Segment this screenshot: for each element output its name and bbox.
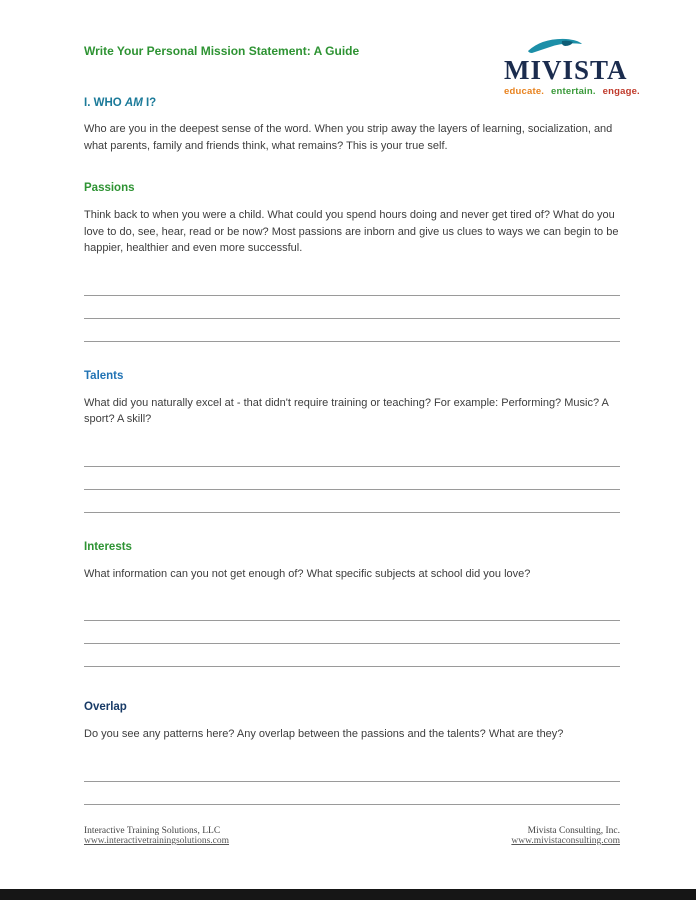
writing-line: [84, 467, 620, 490]
writing-lines-interests: [84, 598, 620, 667]
footer-left-company: Interactive Training Solutions, LLC: [84, 826, 221, 836]
writing-line: [84, 319, 620, 342]
intro-paragraph: Who are you in the deepest sense of the word. When you strip away the layers of learning, socialization, and what parents, family and friends think, what remains? This is your true self.: [84, 123, 613, 152]
who-heading-prefix: I. WHO: [84, 97, 125, 110]
writing-line: [84, 490, 620, 513]
writing-line: [84, 273, 620, 296]
who-heading-italic: AM: [124, 97, 143, 110]
writing-lines-overlap: [84, 759, 620, 805]
section-heading-who-am-i: [84, 97, 620, 109]
section-who-am-i: [84, 97, 620, 154]
who-heading-suffix: I?: [142, 97, 157, 110]
section-passions: [84, 182, 620, 342]
logo-tagline: [504, 86, 654, 97]
writing-line: [84, 598, 620, 621]
section-heading-overlap: Overlap: [84, 701, 127, 714]
writing-line: [84, 296, 620, 319]
header: [84, 36, 654, 97]
writing-line: [84, 759, 620, 782]
writing-line: [84, 444, 620, 467]
section-heading-talents: Talents: [84, 369, 124, 382]
writing-line: [84, 782, 620, 805]
tagline-educate: educate.: [504, 86, 547, 98]
footer-left-link[interactable]: www.interactivetrainingsolutions.com: [84, 836, 230, 846]
section-talents: [84, 370, 620, 513]
writing-lines-passions: [84, 273, 620, 342]
writing-lines-talents: [84, 444, 620, 513]
footer-right-link[interactable]: www.mivistaconsulting.com: [511, 836, 620, 846]
section-interests: [84, 541, 620, 668]
bottom-edge-bar: [0, 889, 696, 900]
footer-left: [84, 826, 229, 846]
mivista-logo: [504, 36, 654, 97]
page-title: Write Your Personal Mission Statement: A Guide: [84, 44, 360, 58]
section-heading-interests: Interests: [84, 540, 132, 553]
section-heading-passions: Passions: [84, 182, 135, 195]
section-paragraph-overlap: Do you see any patterns here? Any overlap between the passions and the talents? What are they?: [84, 728, 564, 741]
writing-line: [84, 621, 620, 644]
tagline-engage: engage.: [602, 86, 640, 98]
footer-right: [511, 826, 620, 846]
writing-line: [84, 644, 620, 667]
logo-wordmark: MIVISTA: [504, 55, 628, 85]
section-paragraph-passions: Think back to when you were a child. What could you spend hours doing and never get tired of? What do you love to do, see, hear, read or be now? Most passions are inborn and give us clues to ways we can begin to be happier, healthier and even more successful.: [84, 209, 619, 255]
logo-swoosh-icon: [526, 36, 584, 56]
section-paragraph-talents: What did you naturally excel at - that didn't require training or teaching? For example: Performing? Music? A sport? A skill?: [84, 396, 609, 426]
tagline-entertain: entertain.: [550, 86, 599, 98]
footer-right-company: Mivista Consulting, Inc.: [527, 826, 620, 836]
section-paragraph-interests: What information can you not get enough of? What specific subjects at school did you love?: [84, 567, 531, 580]
section-overlap: [84, 701, 620, 805]
footer: [84, 826, 620, 846]
